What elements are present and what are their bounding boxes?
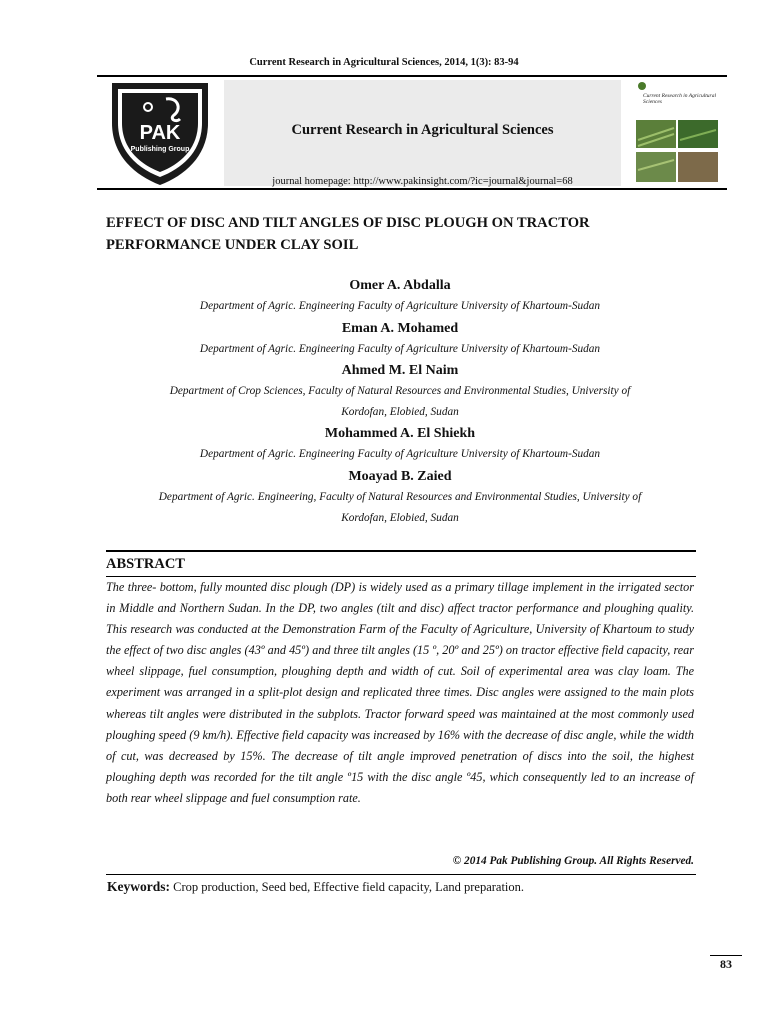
copyright-notice: © 2014 Pak Publishing Group. All Rights Reserved. xyxy=(452,855,694,867)
abstract-text: The three- bottom, fully mounted disc plough (DP) is widely used as a primary tillage implement in the irrigated sector in Middle and Northern Sudan. In the DP, two angles (tilt and disc) affect tractor performance and ploughing quality. This research was conducted at the Demonstration Farm of the Faculty of Agriculture, University of Khartoum to study the effect of two disc angles (43º and 45º) and three tilt angles (15 º, 20º and 25º) on tractor effective field capacity, rear wheel slippage, fuel consumption, ploughing depth and width of cut. Soil of experimental area was clay loam. The experiment was arranged in a split-plot design and replicated three times. Disc angles were assigned to the main plots whereas tilt angles were distributed in the subplots. Tractor forward speed was maintained at the most commonly used ploughing speed (9 km/h). Effective field capacity was increased by 16% with the decrease of disc angle, while the width of cut, was decreased by 15%. The decrease of tilt angle improved penetration of discs into the soil, the highest ploughing depth was recorded for the tilt angle º15 with the disc angle º45, which consequently led to an increase of both rear wheel slippage and fuel consumption rate. xyxy=(106,580,694,805)
author-affiliation: Department of Agric. Engineering Faculty of Agriculture University of Khartoum-Sudan xyxy=(199,448,601,460)
page-number-rule xyxy=(710,955,742,956)
affiliation-line: Kordofan, Elobied, Sudan xyxy=(341,406,459,418)
logo-subtext: Publishing Group xyxy=(130,146,190,153)
keywords-text: Crop production, Seed bed, Effective field capacity, Land preparation. xyxy=(173,880,525,894)
header-bottom-rule xyxy=(97,188,727,190)
author-affiliation xyxy=(106,487,694,529)
affiliation-line: Department of Agric. Engineering, Faculty of Natural Resources and Environmental Studies, University of xyxy=(158,491,642,503)
cover-title: Current Research in Agricultural Sciences xyxy=(643,93,716,105)
running-head: Current Research in Agricultural Sciences, 2014, 1(3): 83-94 xyxy=(249,57,519,68)
author-affiliation: Department of Agric. Engineering Faculty of Agriculture University of Khartoum-Sudan xyxy=(199,300,601,312)
affiliation-line: Kordofan, Elobied, Sudan xyxy=(341,512,459,524)
author-name: Mohammed A. El Shiekh xyxy=(324,426,476,441)
logo-text: PAK xyxy=(139,122,181,144)
abstract-bottom-rule xyxy=(106,874,696,875)
journal-title: Current Research in Agricultural Sciences xyxy=(291,122,554,138)
affiliation-line: Department of Crop Sciences, Faculty of Natural Resources and Environmental Studies, University of xyxy=(169,385,631,397)
page-number: 83 xyxy=(720,957,732,971)
paper-title xyxy=(106,212,694,256)
keywords xyxy=(107,879,695,895)
author-name: Eman A. Mohamed xyxy=(341,321,459,336)
pak-publishing-shield-logo xyxy=(108,79,212,187)
journal-homepage[interactable]: journal homepage: http://www.pakinsight.com/?ic=journal&journal=68 xyxy=(272,176,573,187)
paper-title-line-2: PERFORMANCE UNDER CLAY SOIL xyxy=(106,237,359,253)
abstract-top-rule xyxy=(106,550,696,552)
abstract-heading: ABSTRACT xyxy=(106,556,185,572)
author-name: Moayad B. Zaied xyxy=(348,469,452,484)
author-name: Ahmed M. El Naim xyxy=(341,363,459,378)
header-top-rule xyxy=(97,75,727,77)
paper-title-line-1: EFFECT OF DISC AND TILT ANGLES OF DISC PLOUGH ON TRACTOR xyxy=(106,215,590,231)
author-affiliation xyxy=(106,381,694,423)
author-name: Omer A. Abdalla xyxy=(349,278,451,293)
author-affiliation: Department of Agric. Engineering Faculty of Agriculture University of Khartoum-Sudan xyxy=(199,343,601,355)
keywords-label: Keywords: xyxy=(107,879,170,894)
